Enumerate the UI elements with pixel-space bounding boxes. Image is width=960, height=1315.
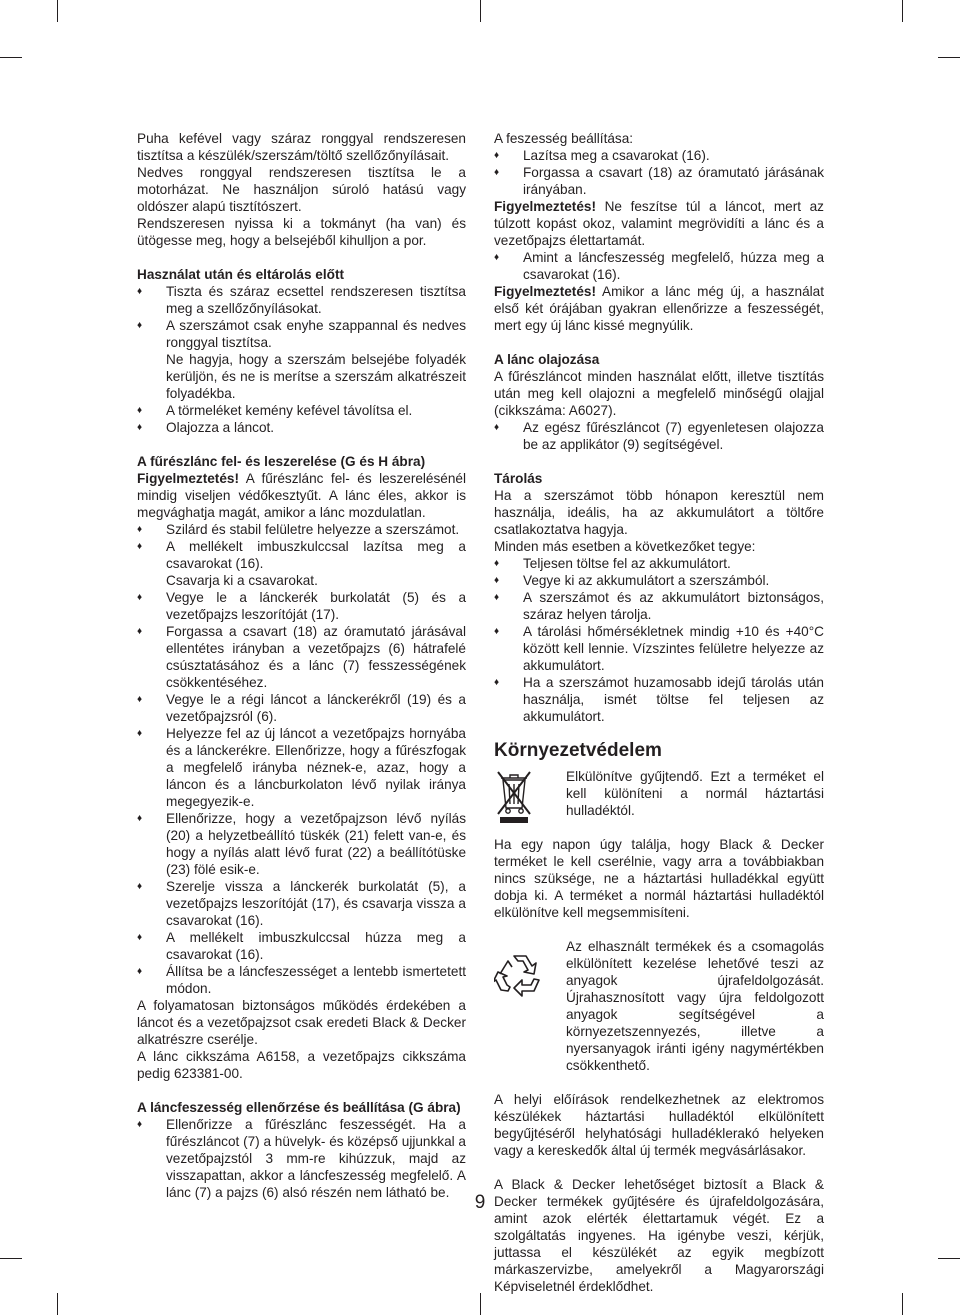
warning-text: Ne feszítse túl a láncot, mert az túlzott kopást okoz, valamint megrövidíti a lánc és a vezetőpajzs élettartamát. xyxy=(494,199,824,248)
bullet-item: ♦ Vegye ki az akkumulátort a szerszámból. xyxy=(494,572,824,589)
bullet-item: ♦ Szerelje vissza a lánckerék burkolatát (5), a vezetőpajzs leszorítóját (17), és csavarja vissza a csavarokat (16). xyxy=(137,878,466,929)
paragraph: A lánc cikkszáma A6158, a vezetőpajzs cikkszáma pedig 623381-00. xyxy=(137,1049,466,1081)
bullet-item: ♦ A törmeléket kemény kefével távolítsa el. xyxy=(137,402,466,419)
page-number: 9 xyxy=(474,1192,486,1213)
crop-mark xyxy=(938,57,960,58)
intro-paragraph: Nedves ronggyal rendszeresen tisztítsa le a motorházat. Ne használjon súroló hatású vagy oldószer alapú tisztítószert. xyxy=(137,165,466,214)
recycling-symbol-icon xyxy=(494,950,546,1002)
warning-paragraph xyxy=(494,283,824,334)
bullet-item: ♦ Ellenőrizze a fűrészlánc feszességét. Ha a fűrészláncot (7) a hüvelyk- és középső ujjunkkal a vezetőpajzstól 3 mm-re kihúzzuk, majd az visszapattan, akkor a láncfeszesség megfelelő. A lánc (7) a pajzs (6) alsó részén nem látható be. xyxy=(137,1116,466,1201)
warning-label: Figyelmeztetés! xyxy=(494,199,596,214)
bullet-item: ♦ A mellékelt imbuszkulccsal lazítsa meg a csavarokat (16). xyxy=(137,538,466,572)
intro-paragraph: Rendszeresen nyissa ki a tokmányt (ha van) és ütögesse meg, hogy a belsejéből kihulljon a por. xyxy=(137,216,466,248)
bullet-item: ♦ A szerszámot csak enyhe szappannal és nedves ronggyal tisztítsa. xyxy=(137,317,466,351)
weee-text: Elkülönítve gyűjtendő. Ezt a terméket el kell különíteni a normál háztartási hulladéktól. xyxy=(566,769,824,818)
warning-label: Figyelmeztetés! xyxy=(494,284,596,299)
intro-paragraph: Puha kefével vagy száraz ronggyal rendszeresen tisztítsa a készülék/szerszám/töltő szellőzőnyílásait. xyxy=(137,131,466,163)
crop-mark xyxy=(0,57,22,58)
paragraph-indented: Ne hagyja, hogy a szerszám belsejébe folyadék kerüljön, és ne is merítse a szerszám alkatrészeit folyadékba. xyxy=(166,352,466,401)
section-heading: A lánc olajozása xyxy=(494,352,600,367)
warning-paragraph xyxy=(137,470,466,521)
crop-mark xyxy=(902,0,903,22)
bullet-item: ♦ Vegye le a lánckerék burkolatát (5) és a vezetőpajzs leszorítóját (17). xyxy=(137,589,466,623)
bullet-item: ♦ Szilárd és stabil felületre helyezze a szerszámot. xyxy=(137,521,466,538)
paragraph: Ha a szerszámot több hónapon keresztül nem használja, ideális, ha az akkumulátort a töltőre csatlakoztatva hagyja. xyxy=(494,488,824,537)
warning-text: Amikor a lánc még új, a használat első két órájában gyakran ellenőrizze a feszességét, mert egy új lánc kissé megnyúlik. xyxy=(494,284,824,333)
section-heading: A fűrészlánc fel- és leszerelése (G és H ábra) xyxy=(137,454,426,469)
bullet-item: ♦ Az egész fűrészláncot (7) egyenletesen olajozza be az applikátor (9) segítségével. xyxy=(494,419,824,453)
crop-mark xyxy=(902,1293,903,1315)
bullet-item: ♦ Ellenőrizze, hogy a vezetőpajzson lévő nyílás (20) a helyzetbeállító tüskék (21) felett van-e, és hogy a nyílás alatt lévő furat (22) a beállítótüske (23) fölé esik-e. xyxy=(137,810,466,878)
bullet-item: ♦ A mellékelt imbuszkulccsal húzza meg a csavarokat (16). xyxy=(137,929,466,963)
weee-notice xyxy=(494,768,824,828)
section-heading: Használat után és eltárolás előtt xyxy=(137,267,344,282)
crop-mark xyxy=(938,1258,960,1259)
bullet-item: ♦ Forgassa a csavart (18) az óramutató járásával ellentétes irányban a vezetőpajzs (6) hátrafelé csúsztatásához és a lánc (7) fesszességének csökkentéséhez. xyxy=(137,623,466,691)
paragraph-indented: Csavarja ki a csavarokat. xyxy=(166,573,318,588)
crossed-out-wheelie-bin-icon xyxy=(494,768,534,828)
environment-heading: Környezetvédelem xyxy=(494,740,662,761)
bullet-item: ♦ Amint a láncfeszesség megfelelő, húzza meg a csavarokat (16). xyxy=(494,249,824,283)
bullet-item: ♦ Teljesen töltse fel az akkumulátort. xyxy=(494,555,824,572)
bullet-item: ♦ Állítsa be a láncfeszességet a lentebb ismertetett módon. xyxy=(137,963,466,997)
section-heading: A láncfeszesség ellenőrzése és beállítása (G ábra) xyxy=(137,1100,461,1115)
crop-mark xyxy=(57,1293,58,1315)
warning-label: Figyelmeztetés! xyxy=(137,471,239,486)
warning-text: A fűrészlánc fel- és leszerelésénél mindig viseljen védőkesztyűt. A lánc éles, akkor is megvághatja magát, amikor a lánc mozdulatlan. xyxy=(137,471,466,520)
recycle-notice xyxy=(494,938,824,1074)
subheading: A feszesség beállítása: xyxy=(494,131,634,146)
paragraph: A fűrészláncot minden használat előtt, illetve tisztítás után meg kell olajozni a megfelelő minőségű olajjal (cikkszáma: A6027). xyxy=(494,369,824,418)
crop-mark xyxy=(0,1258,22,1259)
bullet-item: ♦ Helyezze fel az új láncot a vezetőpajzs hornyába és a lánckerékre. Ellenőrizze, hogy a fűrészfogak a megfelelő irányba néznek-e, azaz, hogy a láncon és a láncburkolaton lévő nyilak iránya megegyezik-e. xyxy=(137,725,466,810)
paragraph: Ha egy napon úgy találja, hogy Black & Decker terméket le kell cserélnie, vagy arra a továbbiakban nincs szüksége, ne a háztartási hulladékkal együtt dobja ki. A terméket a normál háztartási hulladéktól elkülönítve kell megsemmisíteni. xyxy=(494,837,824,920)
bullet-item: ♦ Tiszta és száraz ecsettel rendszeresen tisztítsa meg a szellőzőnyílásokat. xyxy=(137,283,466,317)
paragraph: Minden más esetben a következőket tegye: xyxy=(494,539,756,554)
bullet-item: ♦ Olajozza a láncot. xyxy=(137,419,466,436)
bullet-item: ♦ Vegye le a régi láncot a lánckerékről (19) és a vezetőpajzsról (6). xyxy=(137,691,466,725)
bullet-item: ♦ Lazítsa meg a csavarokat (16). xyxy=(494,147,824,164)
section-heading: Tárolás xyxy=(494,471,543,486)
recycle-text: Az elhasznált termékek és a csomagolás elkülönített kezelése lehetővé teszi az anyagok újrafeldolgozását. Újrahasznosított vagy újra feldolgozott anyagok segítségével a környezetszennyezés, illetve a nyersanyagok iránti igény nagymértékben csökkenthető. xyxy=(566,939,824,1073)
paragraph: A folyamatosan biztonságos működés érdekében a láncot és a vezetőpajzsot csak eredeti Black & Decker alkatrészre cserélje. xyxy=(137,998,466,1047)
left-column xyxy=(137,130,466,1201)
paragraph: A Black & Decker lehetőséget biztosít a Black & Decker termékek gyűjtésére és újrafeldolgozására, amint azok elérték élettartamuk végét. Ez a szolgáltatás ingyenes. Ha igénybe veszi, kérjük, juttassa el készülékét az egyik megbízott márkaszervizbe, amelyekről a Magyarországi Képviseletnél érdeklődhet. xyxy=(494,1177,824,1294)
paragraph: A helyi előírások rendelkezhetnek az elektromos készülékek háztartási hulladéktól elkülönített begyűjtéséről helyhatósági hulladéklerakó helyeken vagy a kereskedők által új termék megvásárlásakor. xyxy=(494,1092,824,1158)
crop-mark xyxy=(480,0,481,22)
bullet-item: ♦ A tárolási hőmérsékletnek mindig +10 és +40°C között kell lennie. Vízszintes felületre helyezze az akkumulátort. xyxy=(494,623,824,674)
bullet-item: ♦ Ha a szerszámot huzamosabb idejű tárolás után használja, ismét töltse fel teljesen az akkumulátort. xyxy=(494,674,824,725)
bullet-item: ♦ A szerszámot és az akkumulátort biztonságos, száraz helyen tárolja. xyxy=(494,589,824,623)
warning-paragraph xyxy=(494,198,824,249)
right-column xyxy=(494,130,824,1295)
crop-mark xyxy=(57,0,58,22)
bullet-item: ♦ Forgassa a csavart (18) az óramutató járásának irányában. xyxy=(494,164,824,198)
crop-mark xyxy=(480,1293,481,1315)
